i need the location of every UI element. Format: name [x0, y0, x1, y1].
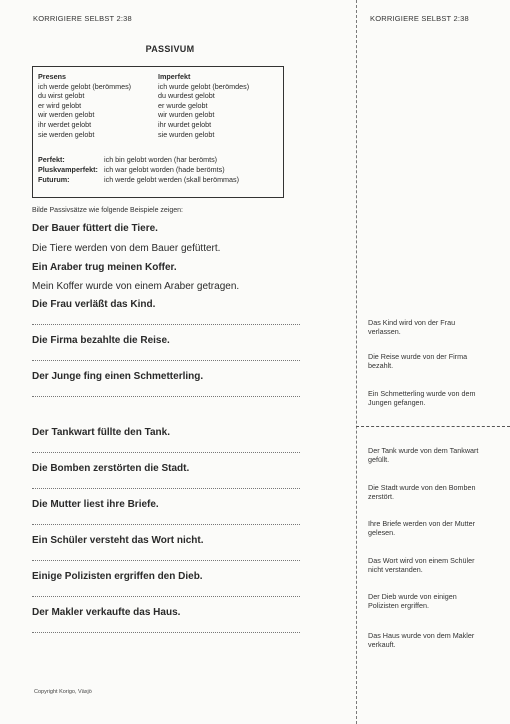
answer-key: Die Stadt wurde von den Bomben zerstört. [368, 483, 476, 501]
perfekt-text: ich bin gelobt worden (har berömts) [104, 155, 218, 164]
answer-key: Das Haus wurde von dem Makler verkauft. [368, 631, 475, 649]
page-header-left: KORRIGIERE SELBST 2:38 [33, 14, 132, 23]
plusquamperfekt-row [38, 165, 225, 175]
perfekt-row [38, 155, 217, 165]
exercise-sentence: Der Junge fing einen Schmetterling. [32, 371, 204, 382]
example-sentence: Mein Koffer wurde von einem Araber getragen. [32, 281, 240, 292]
perfekt-label: Perfekt: [38, 155, 65, 164]
example-sentence: Die Tiere werden von dem Bauer gefüttert. [32, 243, 221, 254]
imperfekt-line: wir wurden gelobt [158, 110, 215, 120]
imperfekt-line: sie wurden gelobt [158, 129, 215, 139]
vertical-cut-line [356, 0, 357, 724]
presens-line: du wirst gelobt [38, 91, 85, 101]
answer-line[interactable] [32, 524, 300, 525]
answer-key: Die Reise wurde von der Firma bezahlt. [368, 352, 468, 370]
imperfekt-heading: Imperfekt [158, 72, 191, 81]
futurum-text: ich werde gelobt werden (skall berömmas) [104, 175, 240, 184]
imperfekt-column [158, 72, 249, 139]
answer-key: Ein Schmetterling wurde von dem Jungen gefangen. [368, 389, 476, 407]
answer-key: Das Kind wird von der Frau verlassen. [368, 318, 456, 336]
futurum-label: Futurum: [38, 175, 70, 184]
plusquamperfekt-text: ich war gelobt worden (hade berömts) [104, 165, 225, 174]
plusquamperfekt-label: Pluskvamperfekt: [38, 165, 98, 174]
copyright-notice: Copyright Korigo, Växjö [34, 689, 92, 695]
presens-line: ihr werdet gelobt [38, 119, 92, 129]
answer-key: Das Wort wird von einem Schüler nicht verstanden. [368, 556, 475, 574]
imperfekt-line: du wurdest gelobt [158, 91, 215, 101]
answer-line[interactable] [32, 324, 300, 325]
horizontal-cut-line [356, 426, 510, 427]
answer-key: Der Dieb wurde von einigen Polizisten ergriffen. [368, 592, 457, 610]
example-sentence: Ein Araber trug meinen Koffer. [32, 262, 177, 273]
presens-line: wir werden gelobt [38, 110, 95, 120]
answer-line[interactable] [32, 560, 300, 561]
answer-line[interactable] [32, 632, 300, 633]
answer-key: Der Tank wurde von dem Tankwart gefüllt. [368, 446, 479, 464]
presens-heading: Presens [38, 72, 66, 81]
exercise-sentence: Einige Polizisten ergriffen den Dieb. [32, 571, 203, 582]
presens-column [38, 72, 131, 139]
futurum-row [38, 175, 239, 185]
page-title: PASSIVUM [145, 44, 195, 54]
imperfekt-line: er wurde gelobt [158, 100, 208, 110]
answer-line[interactable] [32, 360, 300, 361]
answer-line[interactable] [32, 488, 300, 489]
exercise-sentence: Die Mutter liest ihre Briefe. [32, 499, 159, 510]
presens-line: er wird gelobt [38, 100, 82, 110]
presens-line: sie werden gelobt [38, 129, 95, 139]
exercise-sentence: Die Firma bezahlte die Reise. [32, 335, 170, 346]
exercise-sentence: Der Tankwart füllte den Tank. [32, 427, 170, 438]
answer-line[interactable] [32, 596, 300, 597]
answer-line[interactable] [32, 396, 300, 397]
example-sentence: Der Bauer füttert die Tiere. [32, 223, 158, 234]
answer-key: Ihre Briefe werden von der Mutter gelesen. [368, 519, 476, 537]
answer-line[interactable] [32, 452, 300, 453]
exercise-sentence: Die Frau verläßt das Kind. [32, 299, 156, 310]
imperfekt-line: ich wurde gelobt (berömdes) [158, 81, 250, 91]
exercise-sentence: Die Bomben zerstörten die Stadt. [32, 463, 190, 474]
imperfekt-line: ihr wurdet gelobt [158, 119, 212, 129]
instruction-text: Bilde Passivsätze wie folgende Beispiele zeigen: [32, 207, 183, 214]
page-header-right: KORRIGIERE SELBST 2:38 [370, 14, 469, 23]
exercise-sentence: Der Makler verkaufte das Haus. [32, 607, 181, 618]
grammar-box [32, 66, 284, 198]
exercise-sentence: Ein Schüler versteht das Wort nicht. [32, 535, 204, 546]
presens-line: ich werde gelobt (berömmes) [38, 81, 132, 91]
